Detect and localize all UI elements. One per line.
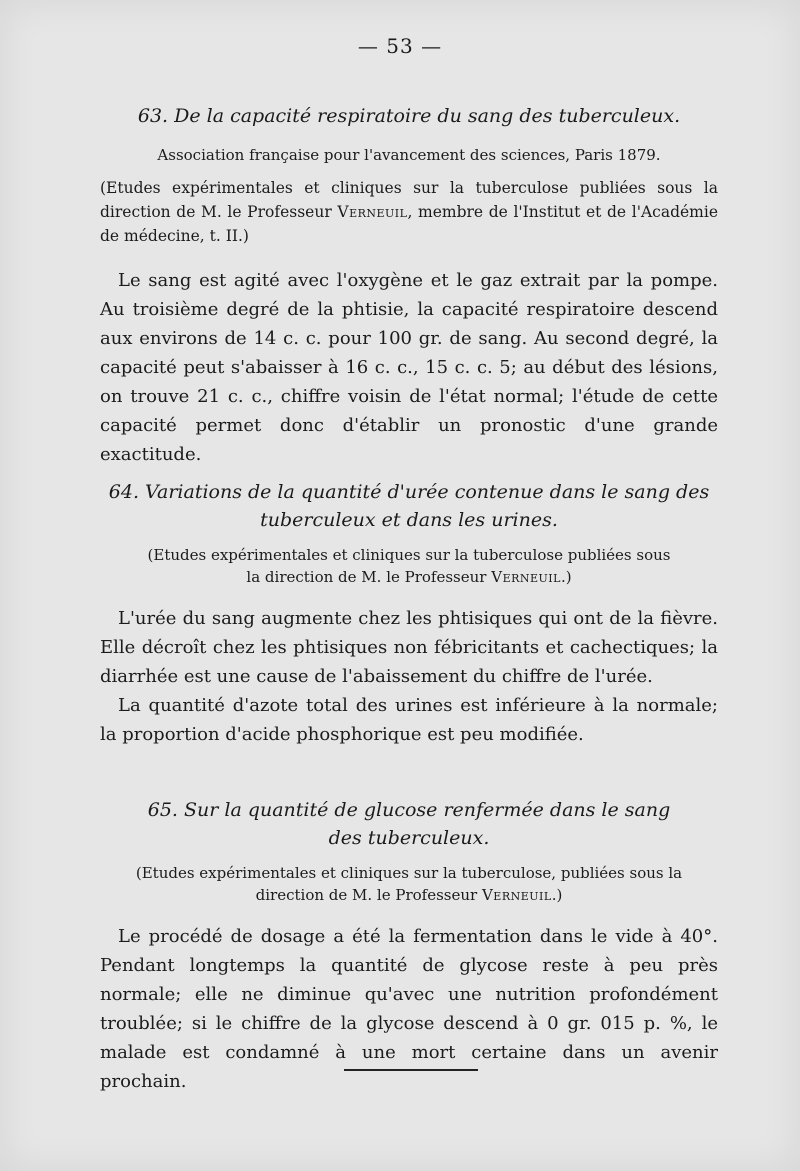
closing-rule [344,1069,478,1071]
reference-text: la direction de M. le Professeur [246,568,492,586]
reference-note-line [100,566,718,588]
reference-text: , membre de l'Institut et de l'Académie de médecine, t. II.) [100,203,718,245]
section-title-continued: tuberculeux et dans les urines. [260,509,558,531]
paragraph: Le sang est agité avec l'oxygène et le gaz extrait par la pompe. Au troisième degré de la phtisie, la capacité respiratoire descend aux environs de 14 c. c. pour 100 gr. de sang. Au second degré, la capacité peut s'abaisser à 16 c. c., 15 c. c. 5; au début des lésions, on trouve 21 c. c., chiffre voisin de l'état normal; l'étude de cette capacité permet donc d'établir un pronostic d'une grande exactitude. [100,270,718,465]
paragraph: La quantité d'azote total des urines est inférieure à la normale; la proportion d'acide phosphorique est peu modifiée. [100,695,718,745]
reference-text: direction de M. le Professeur [255,886,482,904]
reference-text: .) [551,886,563,904]
reference-note [100,176,718,248]
reference-note-line: (Etudes expérimentales et cliniques sur la tuberculose, publiées sous la [135,864,683,882]
section-title: 63. De la capacité respiratoire du sang des tuberculeux. [137,105,681,127]
reference-author: Verneuil [481,886,552,904]
source-line: Association française pour l'avancement des sciences, Paris 1879. [157,146,661,164]
section-63 [100,102,718,469]
reference-author: Verneuil [491,568,561,586]
reference-note-line: (Etudes expérimentales et cliniques sur la tuberculose publiées sous [147,546,671,564]
reference-text: .) [560,568,572,586]
section-65 [100,796,718,1096]
section-title: 65. Sur la quantité de glucose renfermée dans le sang [147,799,671,821]
section-title-continued: des tuberculeux. [328,827,490,849]
section-title: 64. Variations de la quantité d'urée contenue dans le sang des [108,481,710,503]
reference-note-line [100,884,718,906]
reference-author: Verneuil [337,203,408,221]
reference-text: (Etudes expérimentales et cliniques sur la tuberculose publiées sous la direction de M. le Professeur [100,179,718,221]
paragraph: Le procédé de dosage a été la fermentation dans le vide à 40°. Pendant longtemps la quantité de glycose reste à peu près normale; elle ne diminue qu'avec une nutrition profondément troublée; si le chiffre de la glycose descend à 0 gr. 015 p. %, le malade est condamné à une mort certaine dans un avenir prochain. [100,926,718,1092]
paragraph: L'urée du sang augmente chez les phtisiques qui ont de la fièvre. Elle décroît chez les phtisiques non fébricitants et cachectiques; la diarrhée est une cause de l'abaissement du chiffre de l'urée. [100,608,718,687]
section-64 [100,478,718,749]
page-number: — 53 — [357,34,443,58]
